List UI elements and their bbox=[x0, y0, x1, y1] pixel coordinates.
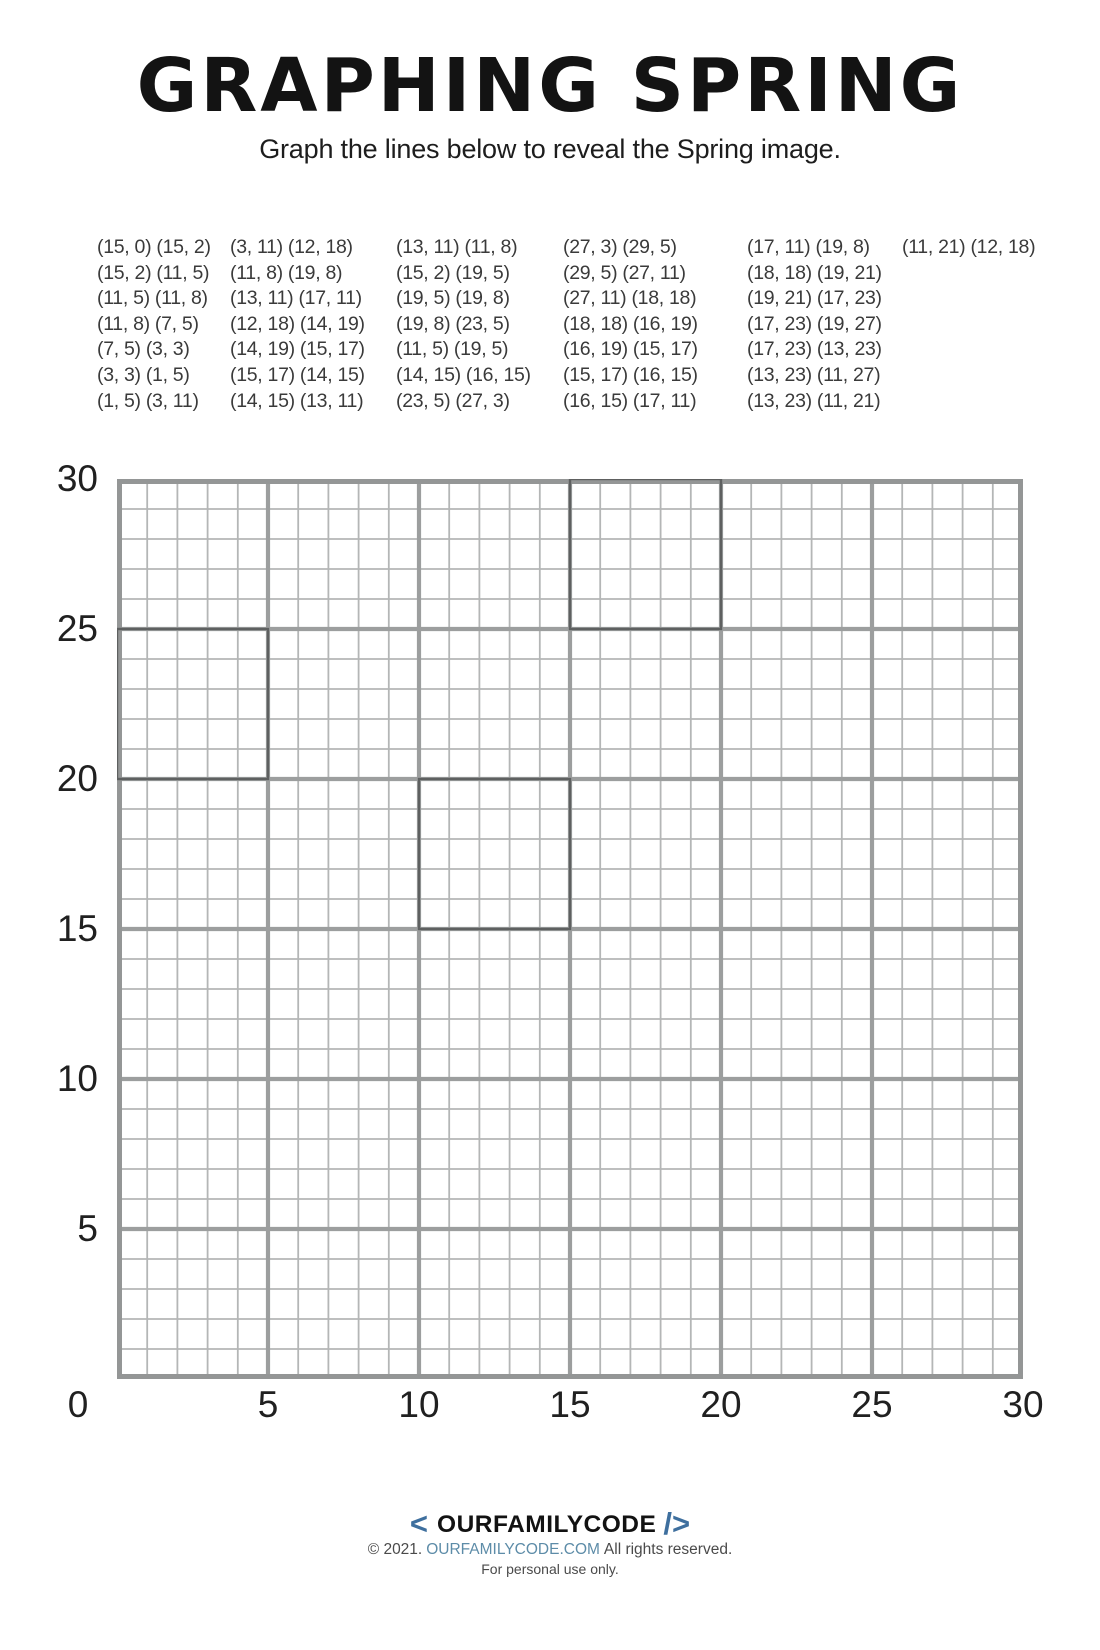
coordinate-pair: (14, 19) (15, 17) bbox=[230, 338, 365, 361]
x-axis-tick-label: 0 bbox=[67, 1384, 89, 1425]
coordinate-column-5 bbox=[747, 235, 882, 414]
coordinate-pair: (13, 23) (11, 21) bbox=[747, 389, 881, 412]
coordinate-pair: (18, 18) (16, 19) bbox=[563, 312, 698, 335]
coordinate-pair: (14, 15) (16, 15) bbox=[396, 363, 531, 386]
y-axis-tick-label: 5 bbox=[77, 1208, 98, 1249]
coordinate-pair: (11, 21) (12, 18) bbox=[902, 236, 1036, 258]
coordinate-column-3 bbox=[396, 235, 531, 414]
coordinate-pair: (14, 15) (13, 11) bbox=[230, 389, 364, 412]
coordinate-list bbox=[0, 235, 1100, 412]
x-axis-tick-label: 10 bbox=[398, 1384, 440, 1425]
x-axis-tick-label: 5 bbox=[257, 1384, 279, 1425]
coordinate-pair: (15, 2) (11, 5) bbox=[97, 261, 210, 284]
ourfamilycode-logo bbox=[0, 1506, 1100, 1542]
page-subtitle: Graph the lines below to reveal the Spring image. bbox=[259, 134, 841, 164]
coordinate-pair: (12, 18) (14, 19) bbox=[230, 312, 365, 335]
x-axis-tick-label: 30 bbox=[1002, 1384, 1044, 1425]
coordinate-pair: (13, 23) (11, 27) bbox=[747, 363, 881, 386]
coordinate-pair: (16, 19) (15, 17) bbox=[563, 338, 698, 361]
x-axis-tick-label: 15 bbox=[549, 1384, 591, 1425]
copyright-line bbox=[0, 1541, 1100, 1559]
coordinate-pair: (27, 11) (18, 18) bbox=[563, 287, 697, 310]
coordinate-pair: (7, 5) (3, 3) bbox=[97, 338, 190, 361]
y-axis-tick-label: 30 bbox=[56, 458, 98, 499]
coordinate-pair: (19, 21) (17, 23) bbox=[747, 287, 882, 310]
grid-svg bbox=[117, 479, 1023, 1379]
ourfamilycode-link[interactable]: OURFAMILYCODE.COM bbox=[426, 1541, 600, 1558]
coordinate-pair: (3, 11) (12, 18) bbox=[230, 236, 353, 258]
coordinate-pair: (16, 15) (17, 11) bbox=[563, 389, 697, 412]
coordinate-pair: (11, 5) (11, 8) bbox=[97, 287, 208, 310]
coordinate-column-4 bbox=[563, 235, 698, 414]
coordinate-pair: (11, 8) (19, 8) bbox=[230, 261, 343, 284]
highlight-square bbox=[117, 629, 268, 779]
logo-text: OURFAMILYCODE bbox=[437, 1511, 657, 1538]
coordinate-pair: (1, 5) (3, 11) bbox=[97, 389, 199, 412]
coordinate-pair: (15, 17) (14, 15) bbox=[230, 363, 365, 386]
coordinate-pair: (15, 2) (19, 5) bbox=[396, 261, 510, 284]
coordinate-pair: (18, 18) (19, 21) bbox=[747, 261, 882, 284]
personal-use-note: For personal use only. bbox=[481, 1561, 619, 1577]
y-axis-tick-label: 10 bbox=[56, 1058, 98, 1099]
coordinate-pair: (11, 5) (19, 5) bbox=[396, 338, 509, 361]
coordinate-pair: (19, 8) (23, 5) bbox=[396, 312, 510, 335]
coordinate-pair: (13, 11) (11, 8) bbox=[396, 236, 518, 258]
coordinate-pair: (17, 23) (19, 27) bbox=[747, 312, 882, 335]
coordinate-pair: (15, 0) (15, 2) bbox=[97, 236, 211, 258]
x-axis-tick-label: 20 bbox=[700, 1384, 742, 1425]
logo-open-angle-icon: < bbox=[409, 1506, 429, 1541]
coordinate-pair: (3, 3) (1, 5) bbox=[97, 363, 190, 386]
coordinate-pair: (23, 5) (27, 3) bbox=[396, 389, 510, 412]
coordinate-pair: (29, 5) (27, 11) bbox=[563, 261, 686, 284]
coordinate-grid-section bbox=[0, 440, 1100, 1440]
copyright-prefix: © 2021. bbox=[367, 1541, 423, 1558]
coordinate-pair: (17, 11) (19, 8) bbox=[747, 236, 870, 258]
highlight-square bbox=[570, 479, 721, 629]
page-title: GRAPHING SPRING bbox=[136, 43, 964, 129]
y-axis-tick-label: 20 bbox=[56, 758, 98, 799]
coordinate-column-2 bbox=[230, 235, 365, 414]
grid-area bbox=[117, 479, 1023, 1379]
coordinate-column-6 bbox=[902, 235, 1035, 261]
coordinate-column-1 bbox=[97, 235, 211, 414]
coordinate-pair: (13, 11) (17, 11) bbox=[230, 287, 362, 310]
coordinate-pair: (15, 17) (16, 15) bbox=[563, 363, 698, 386]
coordinate-pair: (19, 5) (19, 8) bbox=[396, 287, 510, 310]
highlight-square bbox=[419, 779, 570, 929]
logo-slash-icon: / bbox=[663, 1506, 672, 1541]
y-axis-tick-label: 25 bbox=[56, 608, 98, 649]
coordinate-pair: (11, 8) (7, 5) bbox=[97, 312, 199, 335]
logo-close-angle-icon: > bbox=[671, 1506, 691, 1541]
y-axis-tick-label: 15 bbox=[56, 908, 98, 949]
coordinate-pair: (17, 23) (13, 23) bbox=[747, 338, 882, 361]
copyright-suffix: All rights reserved. bbox=[603, 1541, 733, 1558]
x-axis-tick-label: 25 bbox=[851, 1384, 893, 1425]
coordinate-pair: (27, 3) (29, 5) bbox=[563, 236, 677, 258]
